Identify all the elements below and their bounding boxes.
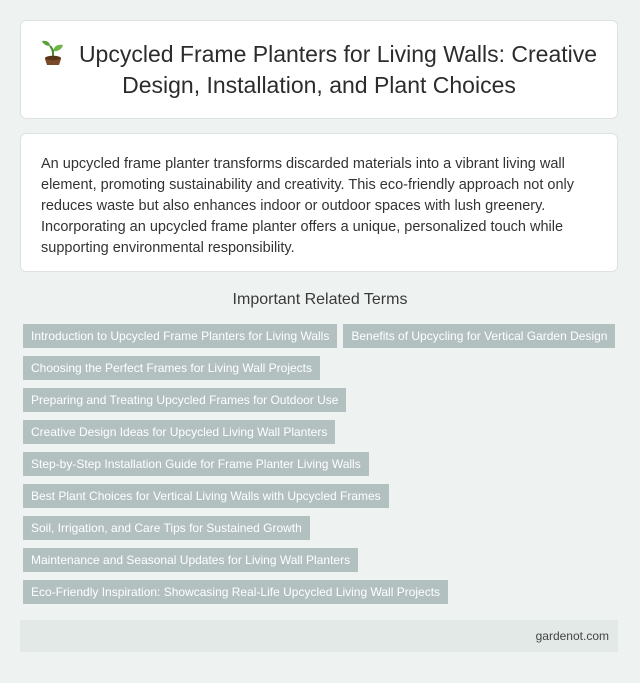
related-terms-list [23, 324, 623, 604]
term-tag[interactable]: Best Plant Choices for Vertical Living Walls with Upcycled Frames [23, 484, 389, 508]
intro-paragraph: An upcycled frame planter transforms discarded materials into a vibrant living wall element, promoting sustainability and creativity. This eco-friendly approach not only reduces waste but also enhances indoor or outdoor spaces with lush greenery. Incorporating an upcycled frame planter offers a unique, personalized touch while supporting environmental responsibility. [41, 156, 575, 256]
term-tag[interactable]: Eco-Friendly Inspiration: Showcasing Real-Life Upcycled Living Wall Projects [23, 580, 448, 604]
page-title [21, 39, 617, 101]
footer [20, 620, 618, 652]
title-card [20, 20, 618, 119]
term-tag[interactable]: Step-by-Step Installation Guide for Frame Planter Living Walls [23, 452, 369, 476]
term-tag[interactable]: Introduction to Upcycled Frame Planters for Living Walls [23, 324, 337, 348]
term-tag[interactable]: Soil, Irrigation, and Care Tips for Sustained Growth [23, 516, 310, 540]
intro-card [20, 133, 618, 272]
term-tag[interactable]: Creative Design Ideas for Upcycled Living Wall Planters [23, 420, 335, 444]
related-terms-heading: Important Related Terms [232, 291, 408, 308]
term-tag[interactable]: Choosing the Perfect Frames for Living Wall Projects [23, 356, 320, 380]
term-tag[interactable]: Preparing and Treating Upcycled Frames for Outdoor Use [23, 388, 346, 412]
footer-site-link[interactable]: gardenot.com [535, 629, 609, 643]
term-tag[interactable]: Benefits of Upcycling for Vertical Garden Design [343, 324, 615, 348]
seedling-icon [41, 40, 65, 66]
page-title-text: Upcycled Frame Planters for Living Walls: Creative Design, Installation, and Plant Choices [78, 40, 598, 98]
term-tag[interactable]: Maintenance and Seasonal Updates for Living Wall Planters [23, 548, 358, 572]
